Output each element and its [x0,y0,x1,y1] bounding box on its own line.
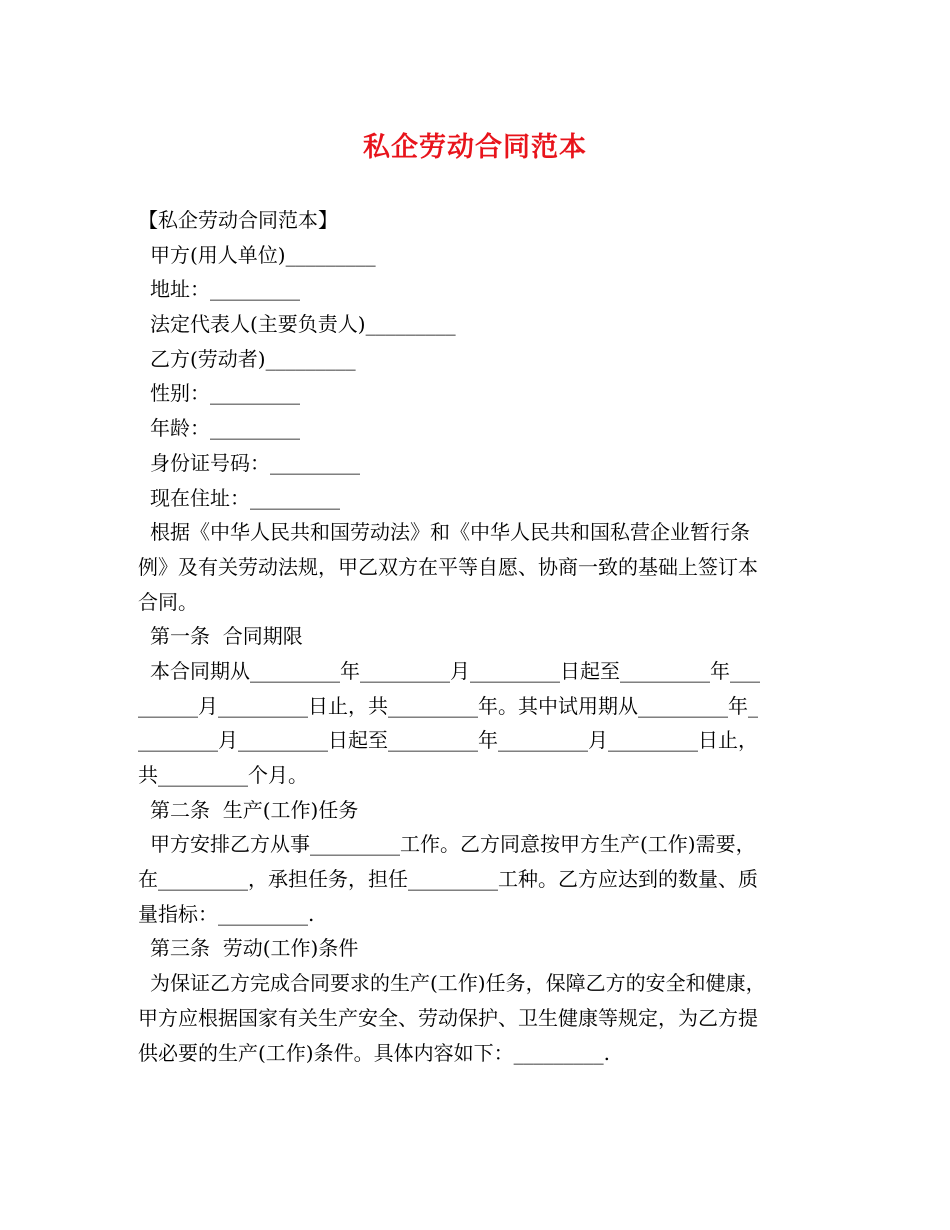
paragraph-line: 在_________，承担任务，担任_________工种。乙方应达到的数量、质 [138,867,758,892]
age-field: 年龄：_________ [150,416,300,441]
article-heading: 第二条 生产(工作)任务 [150,797,359,822]
document-body [138,203,828,1070]
address-field: 地址：_________ [150,277,300,302]
section-heading: 【私企劳动合同范本】 [138,208,338,232]
article-heading: 第三条 劳动(工作)条件 [150,936,359,961]
paragraph-line: 合同。 [138,589,198,614]
paragraph-line: 供必要的生产(工作)条件。具体内容如下：_________. [138,1040,610,1065]
legal-representative-field: 法定代表人(主要负责人)_________ [150,312,456,337]
paragraph-line: 为保证乙方完成合同要求的生产(工作)任务，保障乙方的安全和健康， [150,971,766,996]
paragraph-line: 量指标：_________. [138,901,315,926]
paragraph-line: 本合同期从_________年_________月_________日起至_________年___ [150,658,760,683]
paragraph-line: 例》及有关劳动法规，甲乙双方在平等自愿、协商一致的基础上签订本 [138,554,758,579]
article-heading: 第一条 合同期限 [150,624,303,649]
document-title: 私企劳动合同范本 [363,132,587,163]
paragraph-line: ________月_________日起至_________年_________月_________日止， [138,728,758,753]
paragraph-line: ______月_________日止，共_________年。其中试用期从_________年_ [138,693,758,718]
current-address-field: 现在住址：_________ [150,485,340,510]
paragraph-line: 甲方应根据国家有关生产安全、劳动保护、卫生健康等规定，为乙方提 [138,1005,758,1030]
paragraph-line: 共_________个月。 [138,763,308,787]
party-b-field: 乙方(劳动者)_________ [150,346,356,371]
paragraph-line: 根据《中华人民共和国劳动法》和《中华人民共和国私营企业暂行条 [150,520,750,545]
id-number-field: 身份证号码：_________ [150,450,360,475]
party-a-field: 甲方(用人单位)_________ [150,242,376,267]
gender-field: 性别：_________ [150,381,300,406]
paragraph-line: 甲方安排乙方从事_________工作。乙方同意按甲方生产(工作)需要， [150,832,756,857]
